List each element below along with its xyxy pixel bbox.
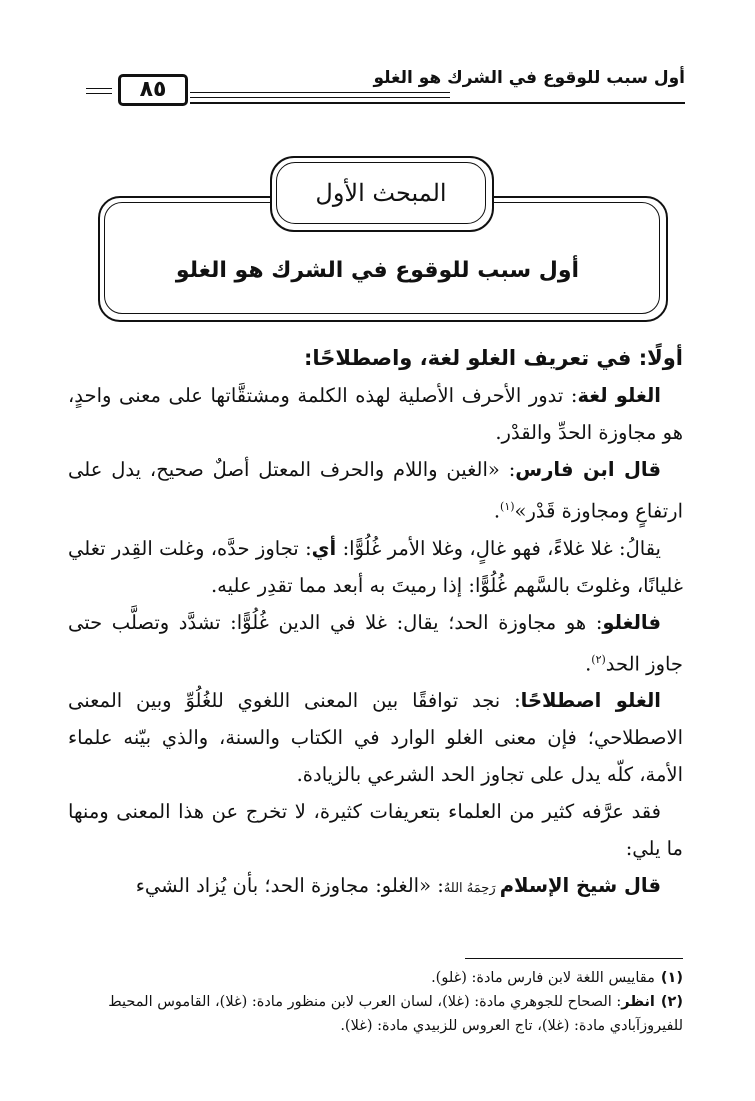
term-label: قال شيخ الإسلام bbox=[499, 874, 661, 897]
paragraph-usage bbox=[68, 530, 683, 604]
paragraph-lexical bbox=[68, 377, 683, 451]
page-number: ٨٥ bbox=[118, 74, 188, 106]
footnotes bbox=[68, 966, 683, 1038]
chapter-label: المبحث الأول bbox=[276, 162, 486, 224]
paragraph-definitions: فقد عرَّفه كثير من العلماء بتعريفات كثيرة، لا تخرج عن هذا المعنى ومنها ما يلي: bbox=[68, 800, 683, 860]
term-label: قال ابن فارس bbox=[515, 458, 661, 481]
honorific: رَحِمَهُ اللهُ bbox=[443, 881, 500, 896]
footnote-number: (١) bbox=[660, 970, 683, 986]
term-label: الغلو لغة bbox=[577, 384, 661, 407]
paragraph-text: : تدور الأحرف الأصلية لهذه الكلمة ومشتقَّاتها على معنى واحدٍ، هو مجاوزة الحدِّ والقدْر. bbox=[68, 384, 683, 444]
header-rule-left bbox=[86, 93, 112, 94]
footnote-text: : الصحاح للجوهري مادة: (غلا)، لسان العرب لابن منظور مادة: (غلا)، القاموس المحيط للفيروزآبادي مادة: (غلا)، تاج العروس للزبيدي مادة: (غلا). bbox=[108, 994, 683, 1034]
paragraph-text: : نجد توافقًا بين المعنى اللغوي للغُلُوِّ وبين المعنى الاصطلاحي؛ فإن معنى الغلو الوارد في الكتاب والسنة، والذي بيّنه علماء الأمة، كلّه يدل على تجاوز الحد الشرعي بالزيادة. bbox=[68, 689, 683, 786]
paragraph-technical bbox=[68, 682, 683, 793]
paragraph-text: : هو مجاوزة الحد؛ يقال: غلا في الدين غُلُوًّا: تشدَّد وتصلَّب حتى جاوز الحد bbox=[68, 610, 683, 675]
paragraph-meaning: فالغلو: هو مجاوزة الحد؛ يقال: غلا في الدين غُلُوًّا: تشدَّد وتصلَّب حتى جاوز الحد$^{(٢)}$. bbox=[68, 610, 683, 675]
term-label: أي bbox=[311, 536, 337, 560]
footnote-1 bbox=[68, 966, 683, 990]
footnote-2 bbox=[68, 990, 683, 1038]
header-rule bbox=[190, 97, 450, 98]
paragraph-ibn-faris: قال ابن فارس: «الغين واللام والحرف المعتل أصلٌ صحيح، يدل على ارتفاعٍ ومجاوزة قَدْر»$^{(١)}$. bbox=[68, 458, 683, 523]
section-heading: أولًا: في تعريف الغلو لغة، واصطلاحًا: bbox=[303, 346, 683, 370]
paragraph-text: : «الغين واللام والحرف المعتل أصلٌ صحيح، يدل على ارتفاعٍ ومجاوزة قَدْر» bbox=[68, 458, 683, 523]
footnote-ref[interactable]: (٢) bbox=[591, 652, 606, 666]
footnote-text: مقاييس اللغة لابن فارس مادة: (غلو). bbox=[431, 970, 655, 986]
term-label: الغلو اصطلاحًا bbox=[520, 689, 661, 712]
header-rule-main bbox=[190, 102, 685, 104]
header-rule bbox=[190, 92, 450, 93]
paragraph-quote bbox=[68, 867, 683, 907]
footnote-rule bbox=[465, 958, 683, 959]
footnote-number: (٢) bbox=[660, 994, 683, 1010]
footnote-ref[interactable]: (١) bbox=[500, 500, 515, 513]
body-text bbox=[68, 340, 683, 907]
footnote-label: انظر bbox=[621, 994, 655, 1010]
header-rule-left bbox=[86, 88, 112, 89]
paragraph-text: يقالُ: غلا غلاءً، فهو غالٍ، وغلا الأمر غُلُوًّا: bbox=[336, 536, 661, 560]
chapter-title: أول سبب للوقوع في الشرك هو الغلو bbox=[175, 258, 580, 283]
running-title: أول سبب للوقوع في الشرك هو الغلو bbox=[373, 68, 685, 88]
paragraph-text: : تجاوز حدَّه، وغلت القِدر تغلي غليانًا، وغلوتَ بالسَّهم غُلُوًّا: إذا رميتَ به أبعد مما تقدِر عليه. bbox=[68, 536, 683, 597]
term-label: فالغلو bbox=[602, 610, 661, 634]
paragraph-text: : «الغلو: مجاوزة الحد؛ بأن يُزاد الشيء bbox=[135, 874, 444, 897]
